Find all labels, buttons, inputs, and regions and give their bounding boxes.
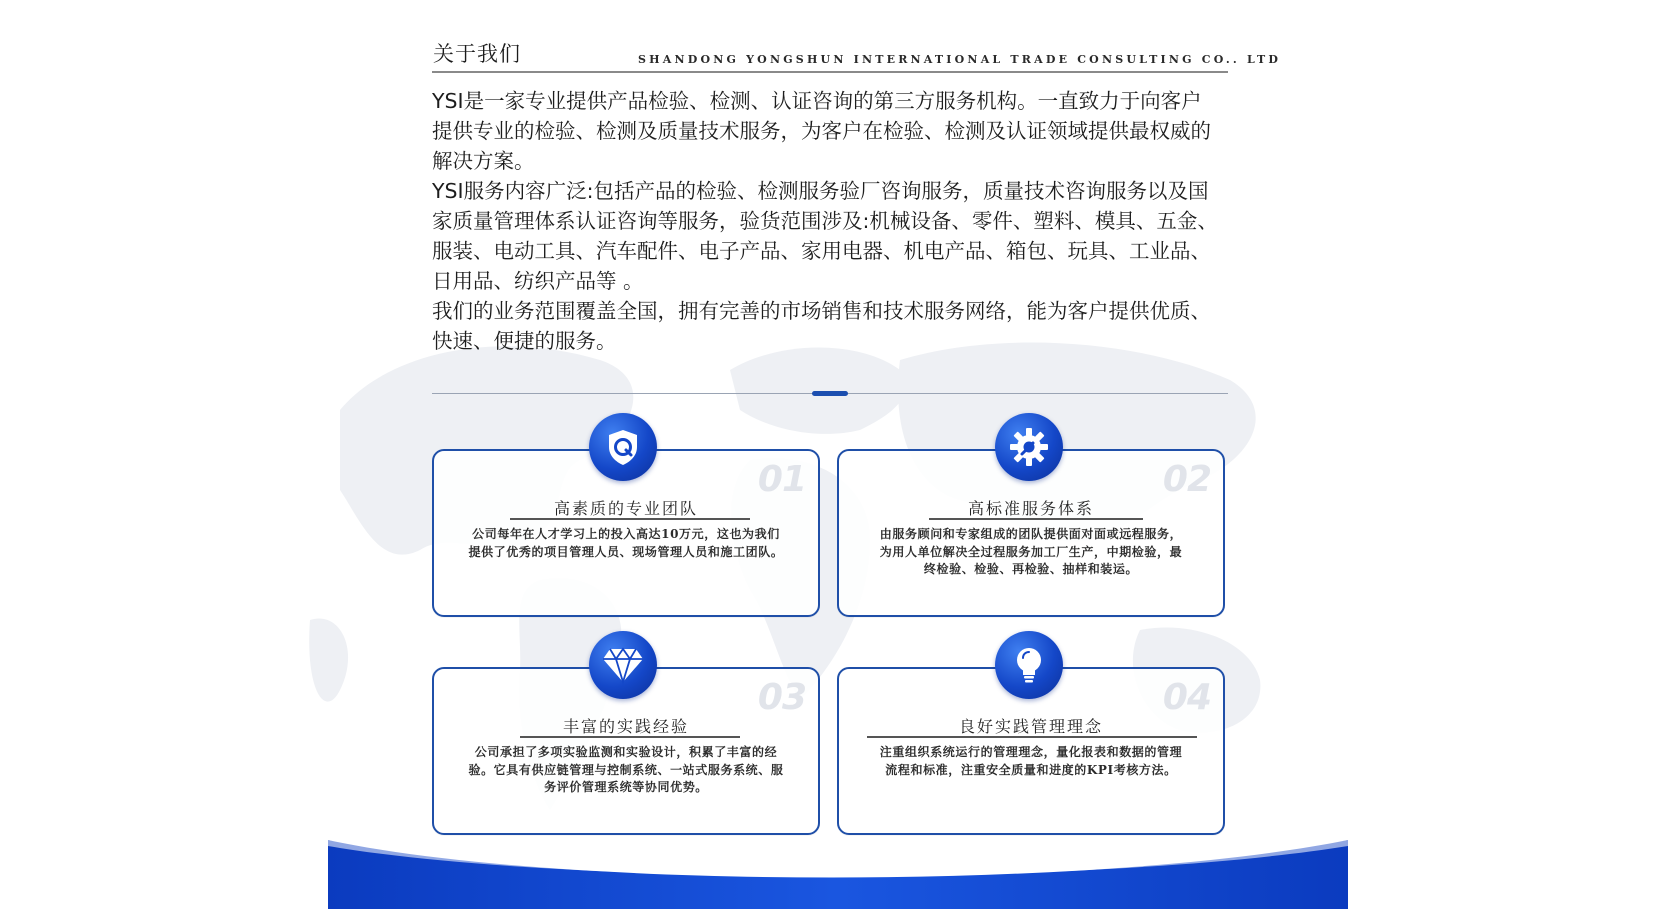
card-title: 高素质的专业团队 — [553, 499, 698, 518]
shield-q-icon — [589, 413, 657, 481]
card-number: 01 — [757, 459, 806, 500]
card-number: 03 — [757, 677, 806, 718]
card-title-underline — [510, 518, 750, 520]
card-title: 良好实践管理理念 — [958, 717, 1103, 736]
card-description: 公司每年在人才学习上的投入高达10万元，这也为我们提供了优秀的项目管理人员、现场管理人员和施工团队。 — [468, 527, 784, 559]
section-divider-accent — [812, 391, 848, 396]
page-title: 关于我们 — [433, 42, 521, 66]
header-divider — [432, 71, 1228, 73]
intro-text — [432, 86, 1222, 356]
card-description: 由服务顾问和专家组成的团队提供面对面或远程服务，为用人单位解决全过程服务加工厂生产，中期检验，最终检验、检验、再检验、抽样和装运。 — [879, 527, 1183, 576]
card-description: 注重组织系统运行的管理理念，量化报表和数据的管理流程和标准，注重安全质量和进度的KPI考核方法。 — [879, 745, 1183, 777]
intro-paragraph: YSI是一家专业提供产品检验、检测、认证咨询的第三方服务机构。一直致力于向客户提供专业的检验、检测及质量技术服务，为客户在检验、检测及认证领域提供最权威的解决方案。 — [432, 89, 1211, 173]
card-title-underline — [929, 518, 1143, 520]
gear-wrench-icon — [995, 413, 1063, 481]
card-title-underline — [520, 736, 740, 738]
card-number: 02 — [1162, 459, 1211, 500]
card-title: 丰富的实践经验 — [562, 717, 689, 736]
card-number: 04 — [1162, 677, 1211, 718]
lightbulb-icon — [995, 631, 1063, 699]
company-name: SHANDONG YONGSHUN INTERNATIONAL TRADE CONSULTING CO.. LTD — [638, 53, 1282, 66]
card-title: 高标准服务体系 — [967, 499, 1094, 518]
bottom-wave-decoration — [0, 840, 1654, 909]
card-title-underline — [867, 736, 1197, 738]
intro-paragraph: YSI服务内容广泛:包括产品的检验、检测服务验厂咨询服务，质量技术咨询服务以及国家质量管理体系认证咨询等服务，验货范围涉及:机械设备、零件、塑料、模具、五金、服装、电动工具、汽车配件、电子产品、家用电器、机电产品、箱包、玩具、工业品、日用品、纺织产品等 。 — [432, 179, 1218, 293]
intro-paragraph: 我们的业务范围覆盖全国，拥有完善的市场销售和技术服务网络，能为客户提供优质、快速、便捷的服务。 — [432, 299, 1211, 353]
card-description: 公司承担了多项实验监测和实验设计，积累了丰富的经验。它具有供应链管理与控制系统、一站式服务系统、服务评价管理系统等协同优势。 — [468, 745, 784, 794]
diamond-icon — [589, 631, 657, 699]
